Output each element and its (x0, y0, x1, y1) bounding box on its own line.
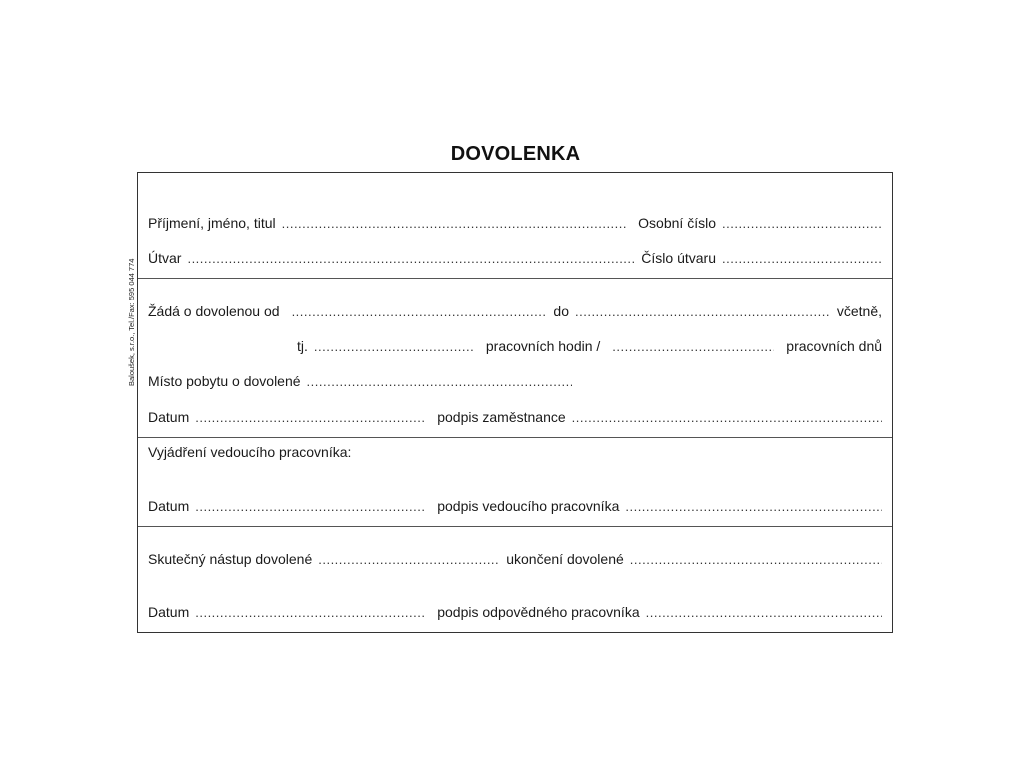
section-divider (138, 278, 892, 279)
department-field[interactable] (187, 251, 635, 266)
leave-to-field[interactable] (575, 304, 831, 319)
date-label: Datum (148, 604, 190, 620)
responsible-signature-field[interactable] (646, 605, 882, 620)
end-label: ukončení dovolené (506, 551, 624, 567)
inclusive-label: včetně, (836, 303, 882, 319)
date-label: Datum (148, 498, 190, 514)
place-label: Místo pobytu o dovolené (148, 373, 301, 389)
publisher-side-text: Baloušek, s.r.o., Tel./Fax: 595 044 774 (127, 258, 136, 386)
employee-signature-field[interactable] (572, 410, 882, 425)
manager-signature-label: podpis vedoucího pracovníka (437, 498, 620, 514)
hours-field[interactable] (314, 339, 474, 354)
hours-label: pracovních hodin / (485, 338, 601, 354)
responsible-signature-label: podpis odpovědného pracovníka (437, 604, 640, 620)
department-label: Útvar (148, 250, 182, 266)
department-row (148, 250, 882, 270)
days-field[interactable] (612, 339, 774, 354)
manager-signature-field[interactable] (625, 499, 882, 514)
form-title: DOVOLENKA (450, 143, 581, 165)
ie-label: tj. (297, 338, 308, 354)
responsible-date-field[interactable] (195, 605, 425, 620)
responsible-date-row (148, 604, 882, 624)
employee-date-row (148, 409, 882, 429)
actual-leave-row (148, 551, 882, 571)
days-label: pracovních dnů (786, 338, 883, 354)
request-label: Žádá o dovolenou od (148, 303, 280, 319)
name-row (148, 215, 882, 235)
section-divider (138, 526, 892, 527)
working-time-row (297, 338, 882, 358)
personal-number-label: Osobní číslo (638, 215, 716, 231)
personal-number-field[interactable] (722, 216, 882, 231)
employee-date-field[interactable] (195, 410, 425, 425)
date-label: Datum (148, 409, 190, 425)
leave-request-form (137, 172, 893, 633)
place-row (148, 373, 882, 393)
place-field[interactable] (307, 374, 572, 389)
actual-start-label: Skutečný nástup dovolené (148, 551, 313, 567)
actual-start-field[interactable] (318, 552, 500, 567)
manager-date-field[interactable] (195, 499, 425, 514)
department-number-label: Číslo útvaru (641, 250, 716, 266)
end-field[interactable] (630, 552, 882, 567)
employee-signature-label: podpis zaměstnance (437, 409, 566, 425)
section-divider (138, 437, 892, 438)
name-label: Příjmení, jméno, titul (148, 215, 276, 231)
to-label: do (553, 303, 569, 319)
department-number-field[interactable] (722, 251, 882, 266)
manager-statement-row (148, 444, 882, 464)
manager-statement-label: Vyjádření vedoucího pracovníka: (148, 444, 352, 460)
leave-period-row (148, 303, 882, 323)
manager-date-row (148, 498, 882, 518)
name-field[interactable] (282, 216, 627, 231)
leave-from-field[interactable] (292, 304, 548, 319)
